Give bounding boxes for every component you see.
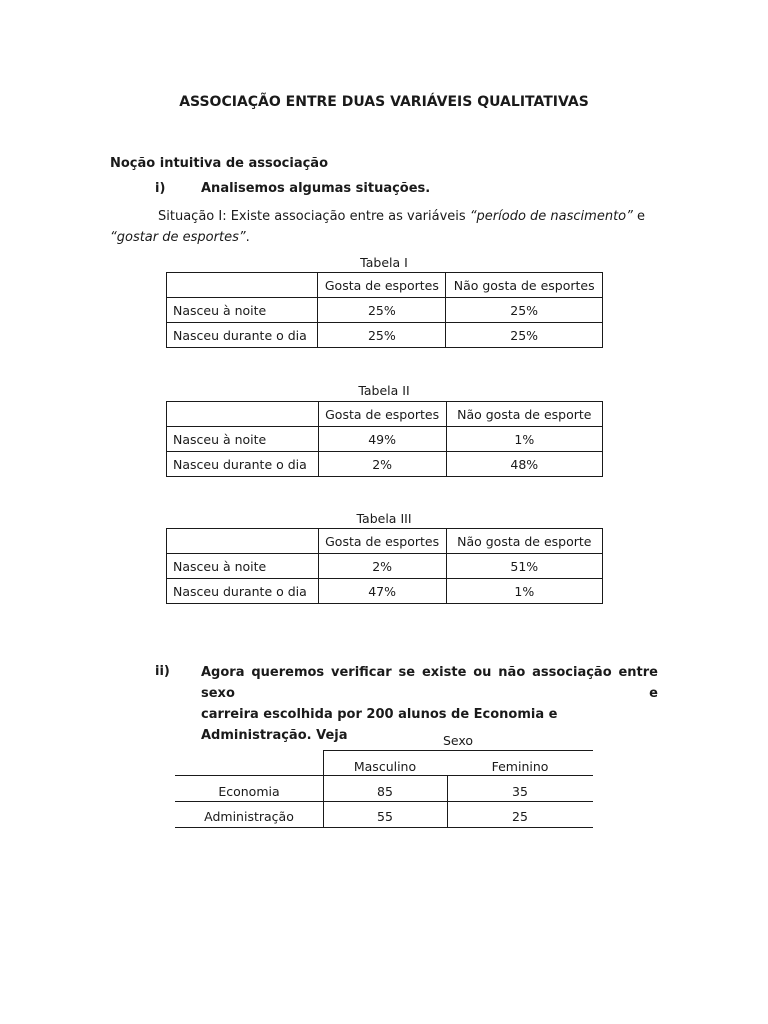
table-cell: 1% xyxy=(446,579,602,604)
row-label: Nasceu à noite xyxy=(167,554,319,579)
table-cell: 35 xyxy=(512,784,528,799)
item-ii-line-1: Agora queremos verificar se existe ou não associação entre sexo e xyxy=(201,665,658,701)
situation-prefix: Situação I: Existe associação entre as variáveis xyxy=(158,209,470,224)
situation-var2-part1: “gostar xyxy=(110,230,159,245)
sexo-group-header: Sexo xyxy=(442,733,474,748)
table-row xyxy=(167,323,603,348)
item-i-text: Analisemos algumas situações. xyxy=(201,181,431,196)
table-1 xyxy=(166,272,603,348)
table-cell: 1% xyxy=(446,427,602,452)
table-header-cell: Gosta de esportes xyxy=(318,402,446,427)
table-row xyxy=(167,529,603,554)
table-cell: 25% xyxy=(446,298,603,323)
table-header-cell: Gosta de esportes xyxy=(318,529,446,554)
item-i-number: i) xyxy=(155,181,166,196)
table-2-caption: Tabela II xyxy=(358,383,410,398)
col-header-masculino: Masculino xyxy=(353,759,417,774)
table-cell: 2% xyxy=(318,452,446,477)
row-label: Nasceu durante o dia xyxy=(167,452,319,477)
table-cell: 47% xyxy=(318,579,446,604)
row-label: Nasceu à noite xyxy=(167,298,318,323)
item-ii-number: ii) xyxy=(155,664,170,679)
table-2 xyxy=(166,401,603,477)
situation-var1: “período de nascimento” xyxy=(469,209,633,224)
rule-line-vertical xyxy=(447,775,448,827)
table-cell: 25 xyxy=(512,809,528,824)
table-header-cell xyxy=(167,273,318,298)
table-row xyxy=(167,579,603,604)
table-row xyxy=(167,273,603,298)
col-header-feminino: Feminino xyxy=(491,759,549,774)
table-1-caption: Tabela I xyxy=(360,255,408,270)
table-cell: 55 xyxy=(377,809,393,824)
table-row xyxy=(167,427,603,452)
rule-line xyxy=(175,775,593,776)
table-row xyxy=(167,452,603,477)
situation-suffix: . xyxy=(245,230,250,245)
rule-line-vertical xyxy=(323,750,324,827)
table-header-cell: Não gosta de esporte xyxy=(446,402,602,427)
table-3 xyxy=(166,528,603,604)
table-header-cell xyxy=(167,529,319,554)
table-cell: 49% xyxy=(318,427,446,452)
table-cell: 25% xyxy=(446,323,603,348)
page-title: ASSOCIAÇÃO ENTRE DUAS VARIÁVEIS QUALITATIVAS xyxy=(179,94,589,110)
row-label: Nasceu à noite xyxy=(167,427,319,452)
table-header-cell: Gosta de esportes xyxy=(318,273,446,298)
rule-line xyxy=(175,801,593,802)
table-3-caption: Tabela III xyxy=(356,511,412,526)
row-label: Nasceu durante o dia xyxy=(167,323,318,348)
row-label-economia: Economia xyxy=(218,784,280,799)
table-cell: 25% xyxy=(318,323,446,348)
section-heading: Noção intuitiva de associação xyxy=(110,156,328,171)
situation-mid: e xyxy=(632,209,645,224)
table-cell: 85 xyxy=(377,784,393,799)
table-row xyxy=(167,402,603,427)
item-ii-line-2: carreira escolhida por 200 alunos de Economia e Administração. Veja xyxy=(201,707,558,743)
table-row xyxy=(167,554,603,579)
rule-line xyxy=(175,827,593,828)
table-cell: 2% xyxy=(318,554,446,579)
table-header-cell: Não gosta de esporte xyxy=(446,529,602,554)
table-cell: 48% xyxy=(446,452,602,477)
situation-var2-part2: de esportes” xyxy=(162,230,246,245)
situation-paragraph xyxy=(110,206,660,248)
table-header-cell xyxy=(167,402,319,427)
row-label: Nasceu durante o dia xyxy=(167,579,319,604)
row-label-administracao: Administração xyxy=(204,809,294,824)
table-header-cell: Não gosta de esportes xyxy=(446,273,603,298)
rule-line xyxy=(323,750,593,751)
table-cell: 51% xyxy=(446,554,602,579)
table-cell: 25% xyxy=(318,298,446,323)
table-row xyxy=(167,298,603,323)
